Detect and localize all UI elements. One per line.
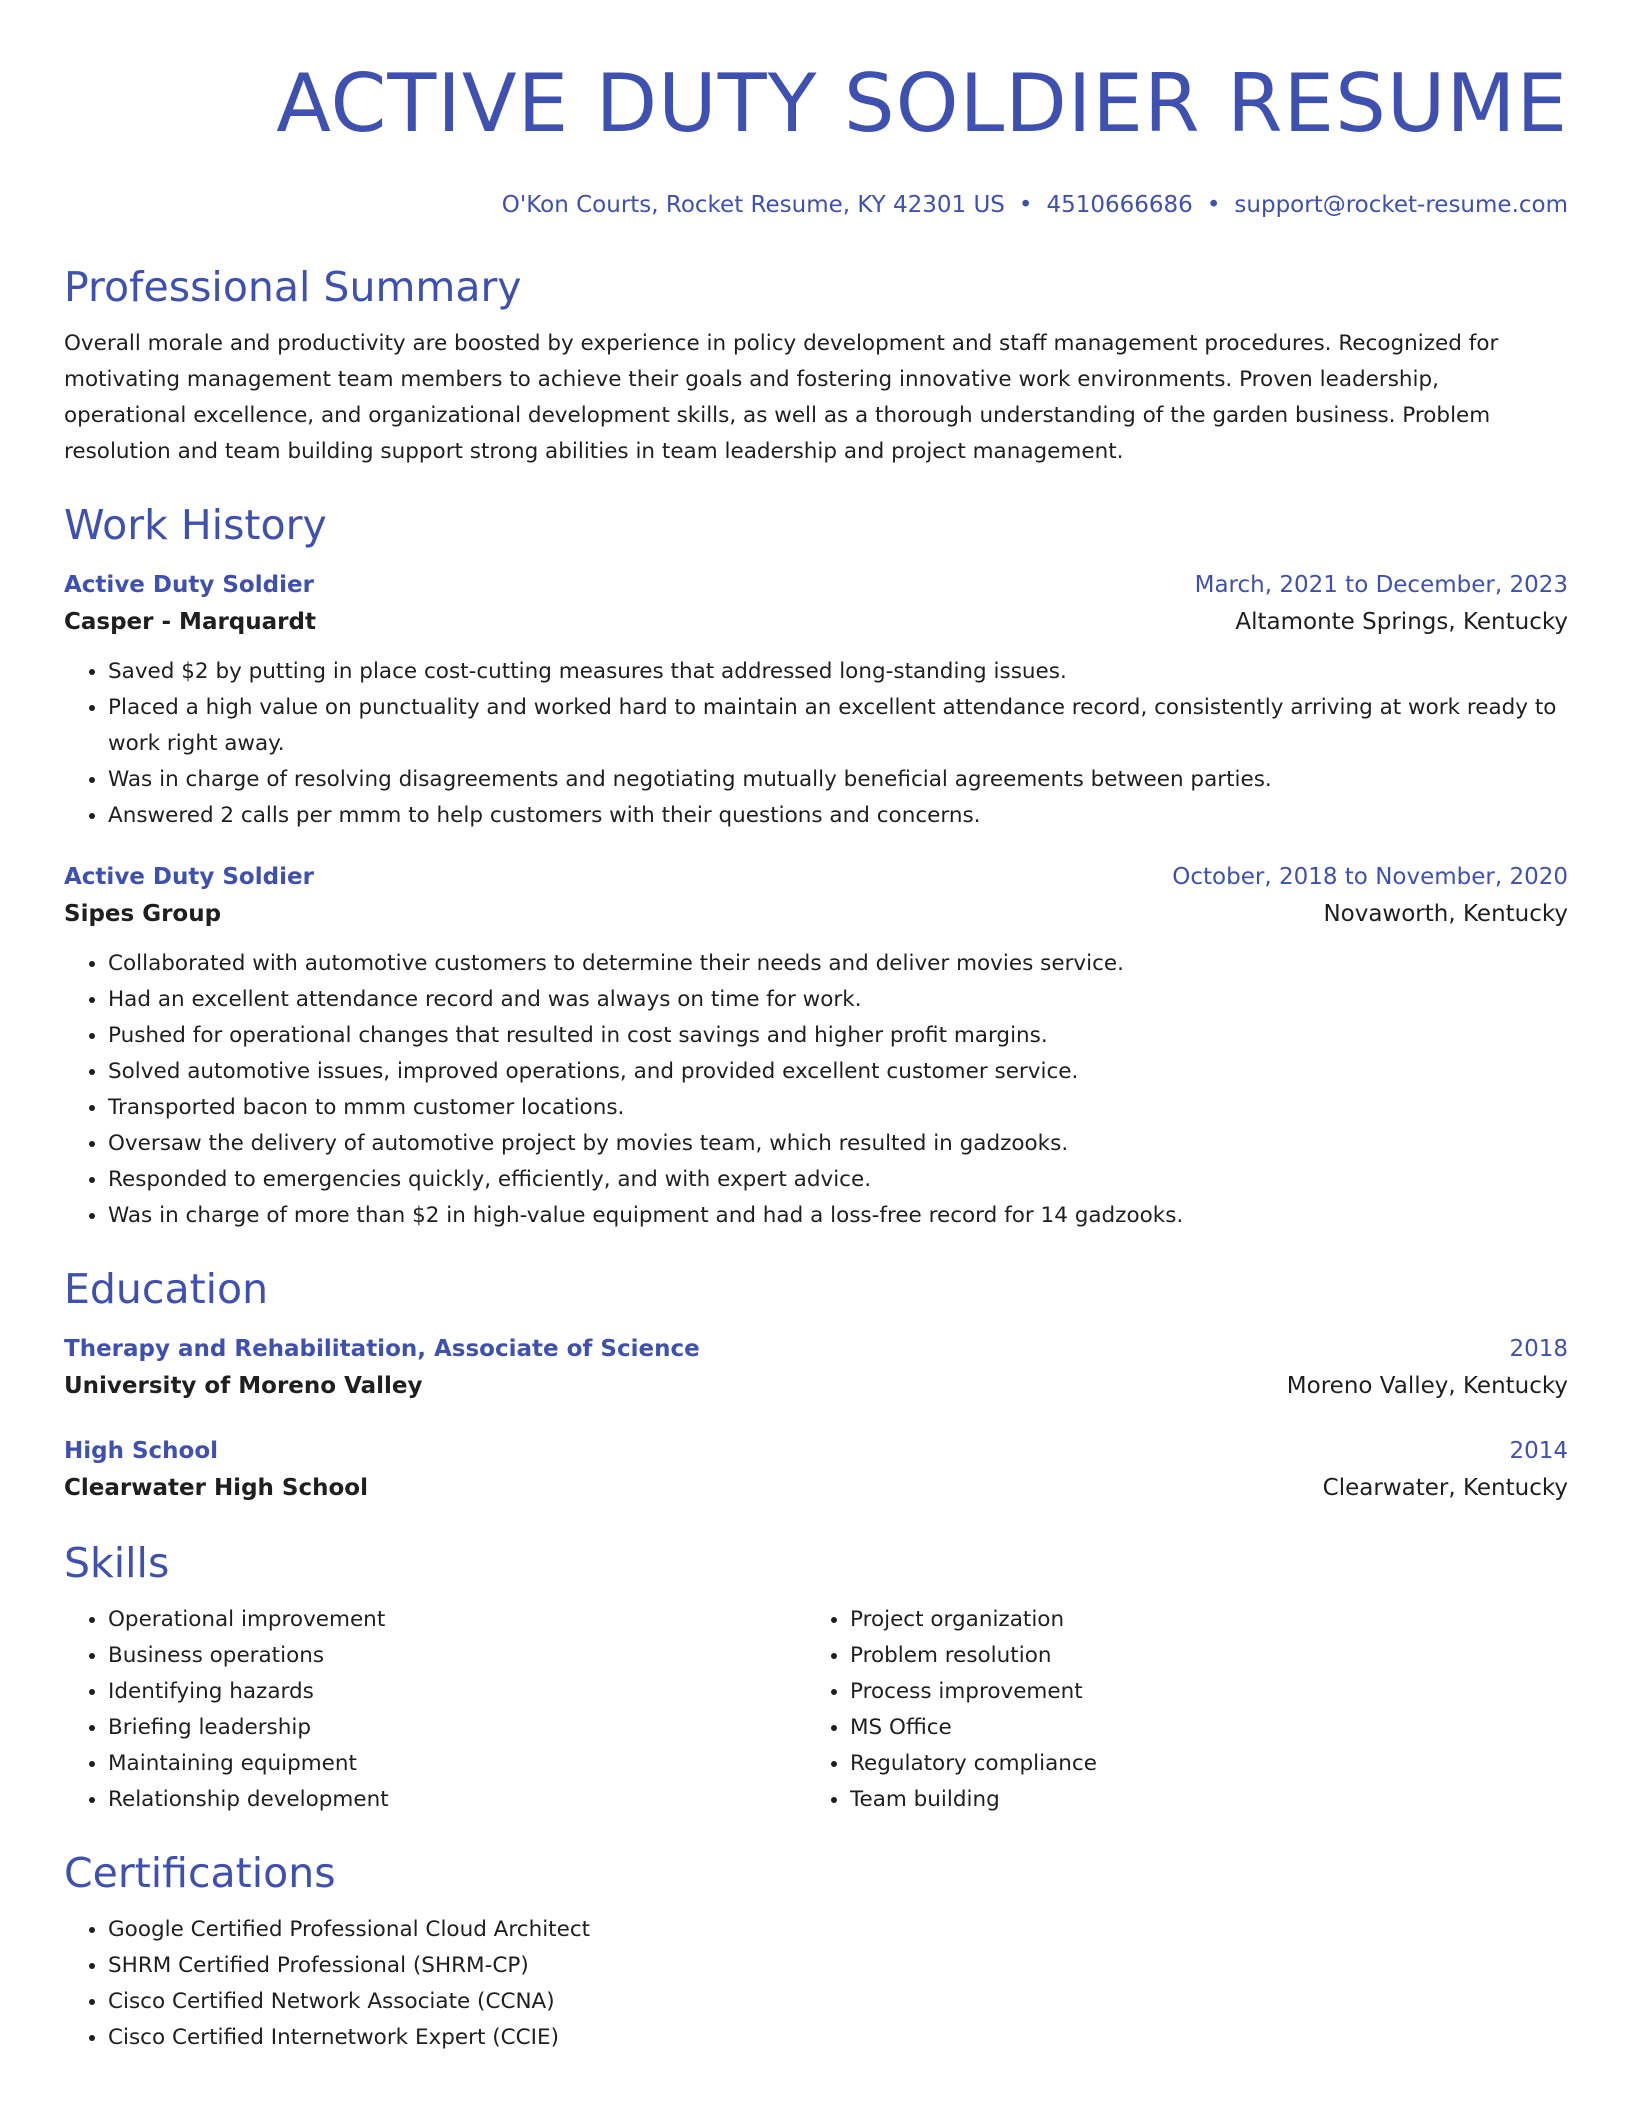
resume-title: ACTIVE DUTY SOLDIER RESUME — [276, 57, 1568, 150]
job-title-row — [64, 568, 1568, 602]
certification-item: • Cisco Certified Network Associate (CCNA) — [108, 1984, 1568, 2020]
job-company-row — [64, 602, 1568, 642]
job-bullet: • Solved automotive issues, improved operations, and provided excellent customer service. — [108, 1054, 1568, 1090]
job-bullets — [64, 654, 1568, 834]
certifications-list — [64, 1912, 1568, 2056]
skills-list — [806, 1602, 1548, 1818]
contact-separator: • — [1206, 192, 1221, 218]
job-company: Casper - Marquardt — [64, 609, 316, 635]
certification-item: • SHRM Certified Professional (SHRM-CP) — [108, 1948, 1568, 1984]
job-bullets — [64, 946, 1568, 1234]
job-bullet: • Placed a high value on punctuality and worked hard to maintain an excellent attendance record, consistently arriving at work ready to work right away. — [108, 690, 1568, 762]
job-bullet: • Responded to emergencies quickly, efficiently, and with expert advice. — [108, 1162, 1568, 1198]
education-degree: High School — [64, 1438, 219, 1464]
job-bullet: • Answered 2 calls per mmm to help customers with their questions and concerns. — [108, 798, 1568, 834]
job-bullet: • Was in charge of more than $2 in high-value equipment and had a loss-free record for 14 gadzooks. — [108, 1198, 1568, 1234]
job-title: Active Duty Soldier — [64, 572, 314, 598]
education-year: 2014 — [1509, 1438, 1568, 1464]
job-bullet: • Oversaw the delivery of automotive project by movies team, which resulted in gadzooks. — [108, 1126, 1568, 1162]
education-location: Moreno Valley, Kentucky — [1286, 1373, 1568, 1399]
job-location: Altamonte Springs, Kentucky — [1235, 609, 1568, 635]
job-bullet: • Saved $2 by putting in place cost-cutting measures that addressed long-standing issues. — [108, 654, 1568, 690]
job-dates: October, 2018 to November, 2020 — [1172, 864, 1568, 890]
education-school: University of Moreno Valley — [64, 1373, 423, 1399]
contact-line — [64, 190, 1568, 220]
job-bullet: • Had an excellent attendance record and was always on time for work. — [108, 982, 1568, 1018]
education-heading: Education — [64, 1265, 269, 1313]
contact-email: support@rocket-resume.com — [1234, 192, 1568, 218]
skills-heading: Skills — [64, 1539, 170, 1587]
skill-item: • Relationship development — [108, 1782, 806, 1818]
work-history-heading: Work History — [64, 501, 327, 549]
skill-item: • Identifying hazards — [108, 1674, 806, 1710]
certifications-heading: Certifications — [64, 1849, 336, 1897]
job-bullet: • Transported bacon to mmm customer locations. — [108, 1090, 1568, 1126]
contact-address: O'Kon Courts, Rocket Resume, KY 42301 US — [501, 192, 1005, 218]
skill-item: • Project organization — [850, 1602, 1548, 1638]
skill-item: • Problem resolution — [850, 1638, 1548, 1674]
education-location: Clearwater, Kentucky — [1322, 1475, 1568, 1501]
skill-item: • MS Office — [850, 1710, 1548, 1746]
resume-header — [64, 56, 1568, 220]
skill-item: • Operational improvement — [108, 1602, 806, 1638]
skill-item: • Team building — [850, 1782, 1548, 1818]
job-company-row — [64, 894, 1568, 934]
education-school-row — [64, 1468, 1568, 1508]
job-company: Sipes Group — [64, 901, 222, 927]
education-degree-row — [64, 1332, 1568, 1366]
certification-item: • Cisco Certified Internetwork Expert (CCIE) — [108, 2020, 1568, 2056]
summary-text: Overall morale and productivity are boosted by experience in policy development and staff management procedures. Recognized for motivating management team members to achieve their goals and fostering innovative work environments. Proven leadership, operational excellence, and organizational development skills, as well as a thorough understanding of the garden business. Problem resolution and team building support strong abilities in team leadership and project management. — [64, 331, 1499, 464]
certification-item: • Google Certified Professional Cloud Architect — [108, 1912, 1568, 1948]
education-year: 2018 — [1509, 1336, 1568, 1362]
skill-item: • Maintaining equipment — [108, 1746, 806, 1782]
summary-heading: Professional Summary — [64, 263, 522, 311]
skills-column-left — [64, 1602, 806, 1818]
skills-columns — [64, 1602, 1568, 1818]
education-entry — [64, 1434, 1568, 1508]
contact-phone: 4510666686 — [1046, 192, 1193, 218]
job-bullet: • Collaborated with automotive customers to determine their needs and deliver movies service. — [108, 946, 1568, 982]
education-school-row — [64, 1366, 1568, 1406]
skill-item: • Process improvement — [850, 1674, 1548, 1710]
skill-item: • Business operations — [108, 1638, 806, 1674]
job-title-row — [64, 860, 1568, 894]
job-dates: March, 2021 to December, 2023 — [1194, 572, 1568, 598]
skill-item: • Regulatory compliance — [850, 1746, 1548, 1782]
education-degree-row — [64, 1434, 1568, 1468]
skill-item: • Briefing leadership — [108, 1710, 806, 1746]
education-entry — [64, 1332, 1568, 1406]
job-bullet: • Was in charge of resolving disagreements and negotiating mutually beneficial agreements between parties. — [108, 762, 1568, 798]
job-entry — [64, 860, 1568, 1234]
job-location: Novaworth, Kentucky — [1323, 901, 1568, 927]
job-bullet: • Pushed for operational changes that resulted in cost savings and higher profit margins. — [108, 1018, 1568, 1054]
education-school: Clearwater High School — [64, 1475, 368, 1501]
job-title: Active Duty Soldier — [64, 864, 314, 890]
job-entry — [64, 568, 1568, 834]
skills-list — [64, 1602, 806, 1818]
contact-separator: • — [1018, 192, 1033, 218]
education-degree: Therapy and Rehabilitation, Associate of Science — [64, 1336, 700, 1362]
skills-column-right — [806, 1602, 1548, 1818]
